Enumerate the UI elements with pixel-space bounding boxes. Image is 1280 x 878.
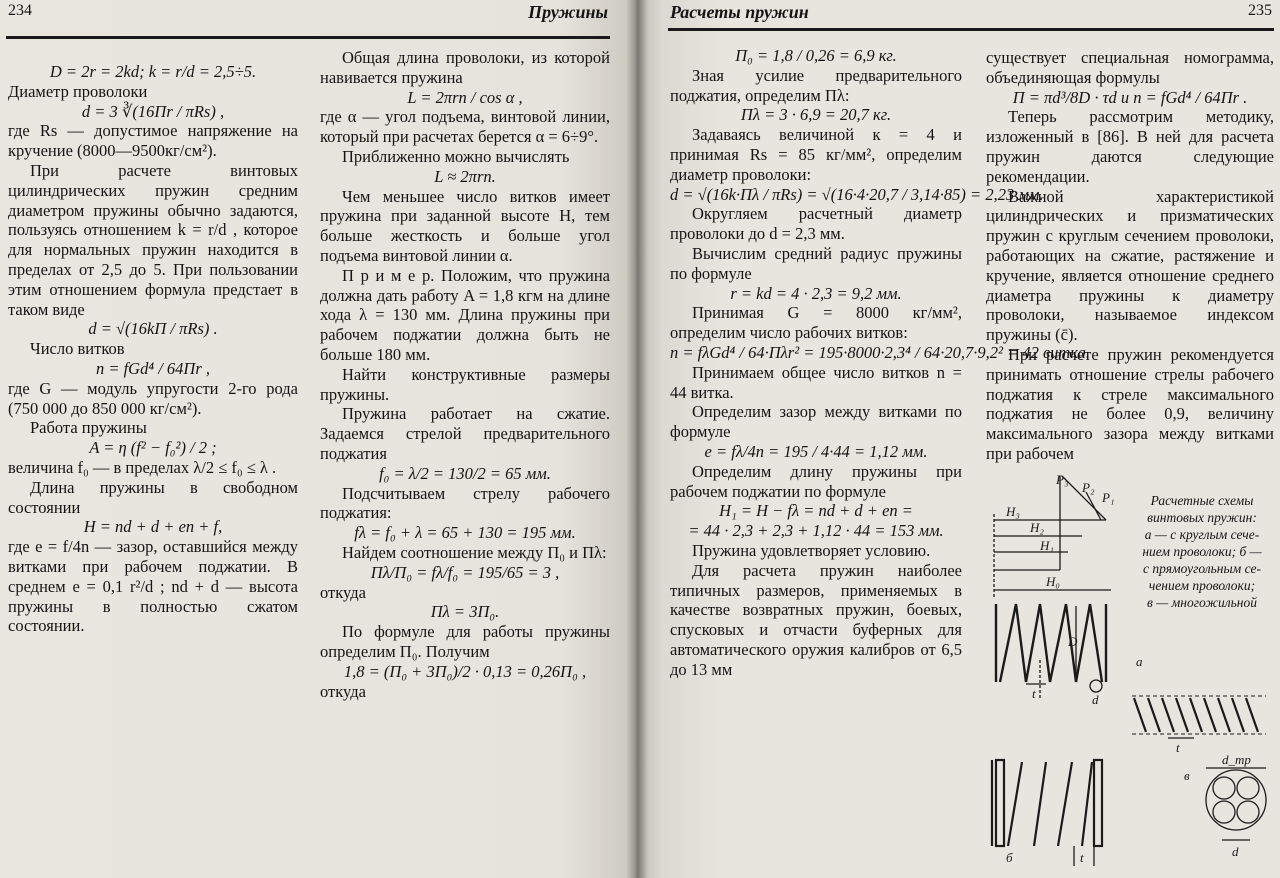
paragraph: откуда bbox=[320, 582, 366, 602]
formula: d = √(16kП / πRs) . bbox=[88, 319, 218, 339]
formula: A = η (f² − f₀²) / 2 ; bbox=[89, 438, 217, 458]
paragraph: Общая длина проволоки, из которой навивается пружина bbox=[320, 48, 610, 87]
formula: n = fλGd⁴ / 64·Пλr² = 195·8000·2,3⁴ / 64·20,7·9,2² = 42 витка. bbox=[670, 342, 1090, 362]
caption-line: Расчетные схемы bbox=[1150, 493, 1254, 508]
paragraph: Принимаем общее число витков n = 44 витка. bbox=[670, 362, 962, 402]
paragraph: где α — угол подъема, винтовой линии, который при расчетах берется α = 6÷9°. bbox=[320, 107, 610, 147]
left-column-2 bbox=[320, 48, 610, 701]
label-a: а bbox=[1136, 654, 1143, 669]
right-page-title: Расчеты пружин bbox=[670, 2, 809, 22]
label-h0: H₀ bbox=[1046, 574, 1060, 589]
formula: fλ = f₀ + λ = 65 + 130 = 195 мм. bbox=[354, 523, 576, 543]
paragraph: существует специальная номограмма, объединяющая формулы bbox=[986, 48, 1274, 87]
paragraph: По формуле для работы пружины определим П₀. Получим bbox=[320, 622, 610, 661]
paragraph: Подсчитываем стрелу рабочего поджатия: bbox=[320, 483, 610, 523]
paragraph: Диаметр проволоки bbox=[8, 81, 148, 101]
label-b: б bbox=[1006, 850, 1013, 865]
label-d-a: d bbox=[1092, 692, 1099, 707]
book-gutter bbox=[626, 0, 648, 878]
label-p3: P₃ bbox=[1056, 472, 1069, 487]
label-h3: H₃ bbox=[1006, 504, 1020, 519]
formula: L = 2πrn / cos α , bbox=[407, 87, 523, 107]
paragraph: Определим зазор между витками по формуле bbox=[670, 402, 962, 442]
formula: 1,8 = (П₀ + 3П₀)/2 · 0,13 = 0,26П₀ , bbox=[343, 661, 587, 681]
label-p1: P₁ bbox=[1102, 490, 1115, 505]
label-p2: P₂ bbox=[1082, 480, 1095, 495]
paragraph: где e = f/4n — зазор, оставшийся между витками при рабочем поджатии. В среднем e = 0,1 r²/d ; nd + d — высота пружины в полностью сжатом состоянии. bbox=[8, 537, 298, 636]
label-d-v: d bbox=[1232, 844, 1239, 859]
formula: H = nd + d + en + f, bbox=[83, 517, 223, 537]
label-t-b: t bbox=[1080, 850, 1084, 865]
paragraph: Найти конструктивные размеры пружины. bbox=[320, 364, 610, 404]
formula: Пλ = 3П₀. bbox=[430, 602, 500, 622]
caption-line: с прямоугольным се- bbox=[1143, 561, 1261, 576]
paragraph: Вычислим средний радиус пружины по формуле bbox=[670, 243, 962, 283]
paragraph: Принимая G = 8000 кг/мм², определим число рабочих витков: bbox=[670, 303, 962, 343]
paragraph: величина f₀ — в пределах λ/2 ≤ f₀ ≤ λ . bbox=[8, 457, 277, 477]
paragraph: Зная усилие предварительного поджатия, определим Пλ: bbox=[670, 65, 962, 105]
left-column-1 bbox=[8, 62, 298, 636]
paragraph: где Rs — допустимое напряжение на кручение (8000—9500кг/см²). bbox=[8, 121, 298, 161]
paragraph: Округляем расчетный диаметр проволоки до d = 2,3 мм. bbox=[670, 204, 962, 244]
formula: d = √(16k·Пλ / πRs) = √(16·4·20,7 / 3,14·85) = 2,23 мм. bbox=[670, 184, 1044, 204]
formula: Пλ/П₀ = fλ/f₀ = 195/65 = 3 , bbox=[370, 562, 560, 582]
formula: d = 3 ∛(16Пr / πRs) , bbox=[81, 101, 225, 121]
right-page bbox=[636, 0, 1280, 878]
caption-line: в — многожильной bbox=[1147, 595, 1257, 610]
paragraph: Теперь рассмотрим методику, изложенный в [86]. В ней для расчета пружин даются следующие рекомендации. bbox=[986, 107, 1274, 186]
label-d-outer: D bbox=[1068, 634, 1078, 649]
left-page-number: 234 bbox=[8, 2, 32, 19]
paragraph: Длина пружины в свободном состоянии bbox=[8, 477, 298, 517]
paragraph: где G — модуль упругости 2-го рода (750 000 до 850 000 кг/см²). bbox=[8, 378, 298, 418]
formula: = 44 · 2,3 + 2,3 + 1,12 · 44 = 153 мм. bbox=[688, 521, 944, 541]
paragraph: П р и м е р. Положим, что пружина должна дать работу A = 1,8 кгм на длине хода λ = 130 мм. Длина пружины при рабочем поджатии должна быть не больше 180 мм. bbox=[320, 265, 610, 364]
formula: П = πd³/8D · τd и n = fGd⁴ / 64Пr . bbox=[1012, 87, 1248, 107]
label-t-v: t bbox=[1176, 740, 1180, 755]
formula: Пλ = 3 · 6,9 = 20,7 кг. bbox=[740, 105, 892, 125]
formula: n = fGd⁴ / 64Пr , bbox=[95, 358, 211, 378]
right-column-2 bbox=[986, 48, 1274, 464]
formula: H₁ = H − fλ = nd + d + en = bbox=[719, 501, 913, 521]
right-header-rule bbox=[668, 28, 1274, 31]
caption-line: чением проволоки; bbox=[1148, 578, 1256, 593]
left-header-rule bbox=[6, 36, 610, 39]
left-page bbox=[0, 0, 636, 878]
paragraph: Задаваясь величиной к = 4 и принимая Rs = 85 кг/мм², определим диаметр проволоки: bbox=[670, 125, 962, 184]
left-page-title: Пружины bbox=[528, 2, 608, 22]
paragraph: Число витков bbox=[30, 339, 125, 359]
paragraph: При расчете винтовых цилиндрических пружин средним диаметром пружины обычно задаются, пользуясь отношением k = r/d , которое для нормальных пружин находится в пределах от 2,5 до 5. При пользовании этим отношением формула предстает в таком виде bbox=[8, 160, 298, 319]
paragraph: Приближенно можно вычислять bbox=[342, 146, 570, 166]
paragraph: При расчете пружин рекомендуется принимать отношение стрелы рабочего поджатия к стреле максимального поджатия не более 0,9, величину максимального зазора между витками при рабочем bbox=[986, 344, 1274, 463]
paragraph: Чем меньшее число витков имеет пружина при заданной высоте H, тем больше жесткость и больше угол подъема винтовой линии α. bbox=[320, 186, 610, 265]
label-h1: H₁ bbox=[1040, 538, 1054, 553]
caption-line: нием проволоки; б — bbox=[1142, 544, 1262, 559]
label-h2: H₂ bbox=[1030, 520, 1044, 535]
label-t-a: t bbox=[1032, 686, 1036, 701]
paragraph: Пружина удовлетворяет условию. bbox=[692, 540, 931, 560]
right-page-number: 235 bbox=[1248, 2, 1272, 19]
label-dmp: d_тр bbox=[1222, 752, 1251, 767]
paragraph: Работа пружины bbox=[30, 418, 147, 438]
paragraph: Важной характеристикой цилиндрических и призматических пружин с круглым сечением проволоки, работающих на сжатие, растяжение и кручение, является отношение среднего диаметра пружины к диаметру проволоки, называемое индексом пружины (c̄). bbox=[986, 186, 1274, 345]
formula: П₀ = 1,8 / 0,26 = 6,9 кг. bbox=[735, 46, 897, 65]
formula: f₀ = λ/2 = 130/2 = 65 мм. bbox=[379, 463, 551, 483]
caption-line: а — с круглым сече- bbox=[1144, 527, 1260, 542]
paragraph: Для расчета пружин наиболее типичных размеров, применяемых в качестве возвратных пружин, боевых, спусковых и отчасти буферных для автоматического оружия калибров от 6,5 до 13 мм bbox=[670, 560, 962, 679]
paragraph: Пружина работает на сжатие. Задаемся стрелой предварительного поджатия bbox=[320, 404, 610, 463]
paragraph: Найдем соотношение между П₀ и Пλ: bbox=[342, 542, 607, 562]
formula: D = 2r = 2kd; k = r/d = 2,5÷5. bbox=[49, 62, 257, 81]
paragraph: Определим длину пружины при рабочем поджатии по формуле bbox=[670, 461, 962, 501]
label-v: в bbox=[1184, 768, 1190, 783]
caption-line: винтовых пружин: bbox=[1147, 510, 1257, 525]
spring-schemes-figure bbox=[986, 470, 1276, 870]
formula: e = fλ/4n = 195 / 4·44 = 1,12 мм. bbox=[704, 441, 928, 461]
formula: L ≈ 2πrn. bbox=[434, 166, 496, 186]
formula: r = kd = 4 · 2,3 = 9,2 мм. bbox=[730, 283, 902, 303]
paragraph: откуда bbox=[320, 681, 366, 701]
